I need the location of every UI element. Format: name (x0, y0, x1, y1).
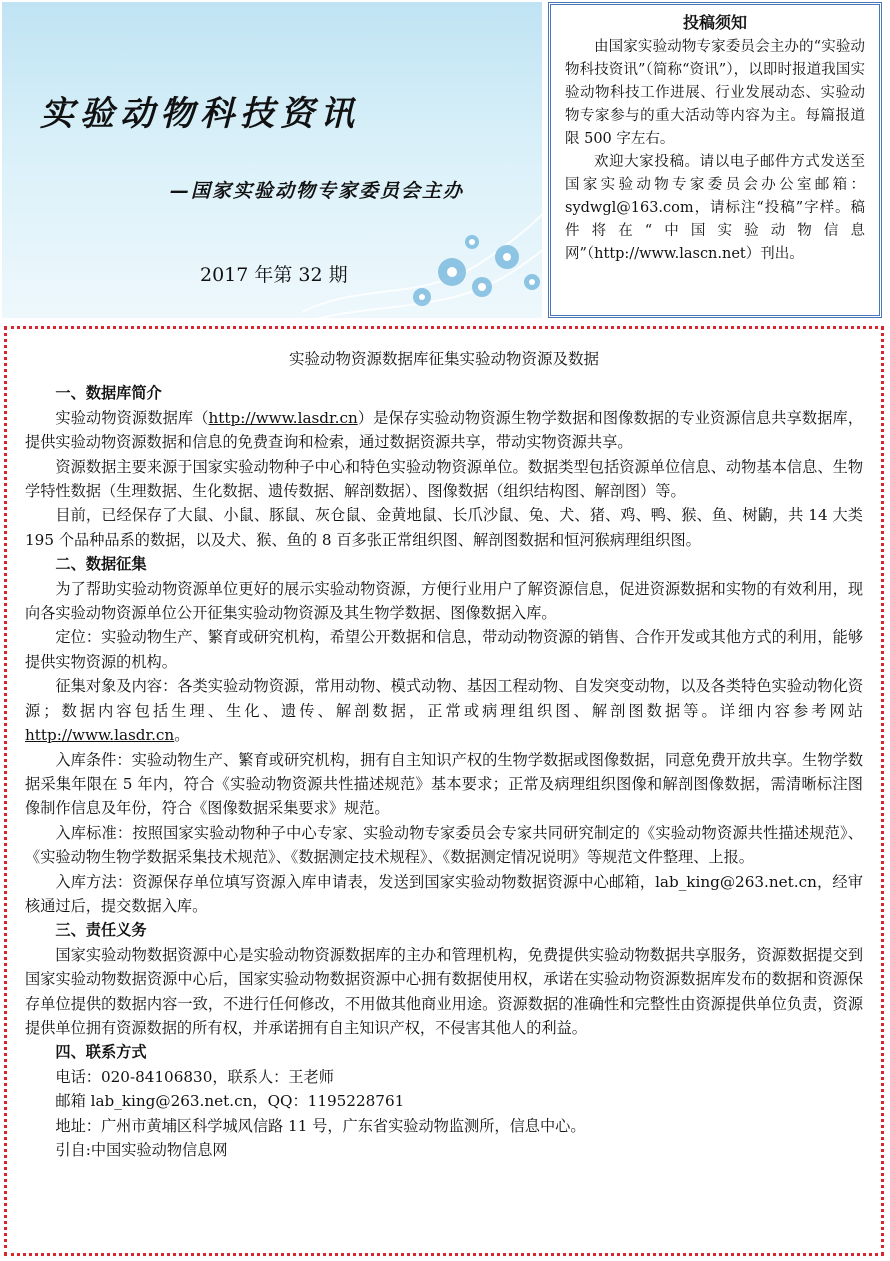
paragraph: 入库标准：按照国家实验动物种子中心专家、实验动物专家委员会专家共同研究制定的《实验动物资源共性描述规范》、《实验动物生物学数据采集技术规范》、《数据测定技术规程》、《数据测定情况说明》等规范文件整理、上报。 (25, 823, 863, 867)
text: 实验动物资源数据库（ (55, 408, 209, 427)
paragraph (25, 406, 863, 455)
notice-paragraph: 欢迎大家投稿。请以电子邮件方式发送至国家实验动物专家委员会办公室邮箱：sydwgl@163.com，请标注“投稿”字样。稿件将在“中国实验动物信息网”（http://www.lascn.net）刊出。 (565, 154, 865, 262)
paragraph: 国家实验动物数据资源中心是实验动物资源数据库的主办和管理机构，免费提供实验动物数据共享服务，资源数据提交到国家实验动物数据资源中心后，国家实验动物数据资源中心拥有数据使用权，承诺在实验动物资源数据库发布的数据和资源保存单位提供的数据内容一致，不进行任何修改，不用做其他商业用途。资源数据的准确性和完整性由资源提供单位负责，资源提供单位拥有资源数据的所有权，并承诺拥有自主知识产权，不侵害其他人的利益。 (25, 945, 863, 1037)
paragraph: 定位：实验动物生产、繁育或研究机构，希望公开数据和信息，带动动物资源的销售、合作开发或其他方式的利用，能够提供实物资源的机构。 (25, 628, 863, 671)
text: 。 (174, 726, 190, 745)
section-heading: 三、责任义务 (55, 921, 147, 940)
paragraph (25, 674, 863, 747)
magazine-title: 实验动物科技资讯 (40, 94, 360, 134)
submission-notice (548, 2, 882, 318)
paragraph: 为了帮助实验动物资源单位更好的展示实验动物资源，方便行业用户了解资源信息，促进资源数据和实物的有效利用，现向各实验动物资源单位公开征集实验动物资源及其生物学数据、图像数据入库。 (25, 579, 863, 623)
contact-address: 地址：广州市黄埔区科学城风信路 11 号，广东省实验动物监测所，信息中心。 (55, 1116, 586, 1135)
notice-title: 投稿须知 (682, 13, 747, 32)
section-heading: 二、数据征集 (55, 555, 147, 574)
paragraph: 目前，已经保存了大鼠、小鼠、豚鼠、灰仓鼠、金黄地鼠、长爪沙鼠、兔、犬、猪、鸡、鸭、猴、鱼、树鼩，共 14 大类 195 个品种品系的数据，以及犬、猴、鱼的 8 百多张正常组织图、解剖图数据和恒河猴病理组织图。 (25, 506, 863, 549)
source-note: 引自:中国实验动物信息网 (55, 1141, 228, 1159)
paragraph: 入库条件：实验动物生产、繁育或研究机构，拥有自主知识产权的生物学数据或图像数据，同意免费开放共享。生物学数据采集年限在 5 年内，符合《实验动物资源共性描述规范》基本要求；正常及病理组织图像和解剖图像数据，需清晰标注图像制作信息及年份，符合《图像数据采集要求》规范。 (25, 750, 863, 818)
article-title: 实验动物资源数据库征集实验动物资源及数据 (288, 350, 599, 368)
article-box (4, 326, 884, 1256)
magazine-subtitle: —国家实验动物专家委员会主办 (170, 180, 465, 202)
issue-number: 2017 年第 32 期 (200, 264, 348, 286)
notice-paragraph: 由国家实验动物专家委员会主办的“实验动物科技资讯”（简称“资讯”），以即时报道我国实验动物科技工作进展、行业发展动态、实验动物专家参与的重大活动等内容为主。每篇报道限 500 字左右。 (565, 39, 865, 147)
lasdr-link[interactable]: http://www.lasdr.cn (208, 408, 358, 427)
masthead (2, 2, 542, 318)
paragraph: 资源数据主要来源于国家实验动物种子中心和特色实验动物资源单位。数据类型包括资源单位信息、动物基本信息、生物学特性数据（生理数据、生化数据、遗传数据、解剖数据）、图像数据（组织结构图、解剖图）等。 (25, 457, 863, 501)
contact-email: 邮箱 lab_king@263.net.cn，QQ：1195228761 (55, 1092, 405, 1111)
contact-phone: 电话：020-84106830，联系人：王老师 (55, 1067, 334, 1086)
lasdr-link[interactable]: http://www.lasdr.cn (25, 726, 175, 745)
section-heading: 四、联系方式 (55, 1043, 147, 1062)
text: ）是保存实验动物资源生物学数据和图像数据的专业资源信息共享数据库，提供实验动物资源数据和信息的免费查询和检索，通过数据资源共享，带动实物资源共享。 (25, 408, 864, 452)
text: 征集对象及内容：各类实验动物资源，常用动物、模式动物、基因工程动物、自发突变动物，以及各类特色实验动物化资源；数据内容包括生理、生化、遗传、解剖数据，正常或病理组织图、解剖图数据等。详细内容参考网站 (25, 677, 863, 720)
paragraph: 入库方法：资源保存单位填写资源入库申请表，发送到国家实验动物数据资源中心邮箱，lab_king@263.net.cn，经审核通过后，提交数据入库。 (25, 872, 863, 915)
section-heading: 一、数据库简介 (55, 384, 162, 403)
